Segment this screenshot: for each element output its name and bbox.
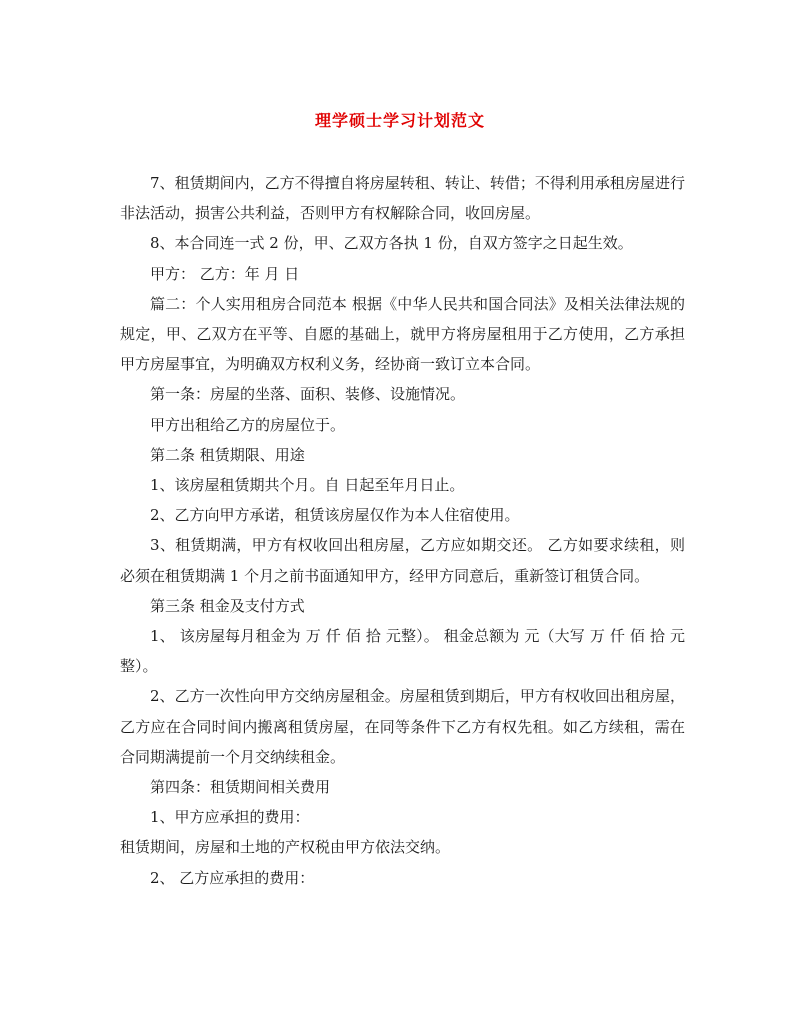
document-body bbox=[120, 168, 685, 893]
paragraph: 第一条：房屋的坐落、面积、装修、设施情况。 bbox=[150, 385, 466, 404]
paragraph: 2、乙方一次性向甲方交纳房屋租金。房屋租赁到期后，甲方有权收回出租房屋，乙方应在合同时间内搬离租赁房屋，在同等条件下乙方有权先租。如乙方续租，需在合同期满提前一个月交纳续租金。 bbox=[120, 687, 685, 766]
paragraph: 甲方： 乙方：年 月 日 bbox=[150, 264, 300, 283]
paragraph: 第四条：租赁期间相关费用 bbox=[150, 778, 331, 797]
paragraph: 7、租赁期间内，乙方不得擅自将房屋转租、转让、转借；不得利用承租房屋进行非法活动，损害公共利益，否则甲方有权解除合同，收回房屋。 bbox=[120, 174, 685, 223]
paragraph: 1、甲方应承担的费用： bbox=[150, 808, 310, 827]
paragraph: 2、 乙方应承担的费用： bbox=[150, 868, 315, 887]
paragraph: 1、 该房屋每月租金为 万 仟 佰 拾 元整）。 租金总额为 元（大写 万 仟 佰 拾 元整）。 bbox=[120, 627, 685, 676]
paragraph: 8、本合同连一式 2 份，甲、乙双方各执 1 份，自双方签字之日起生效。 bbox=[150, 234, 633, 253]
paragraph: 租赁期间，房屋和土地的产权税由甲方依法交纳。 bbox=[120, 838, 451, 857]
paragraph: 1、该房屋租赁期共个月。自 日起至年月日止。 bbox=[150, 476, 465, 495]
paragraph: 篇二：个人实用租房合同范本 根据《中华人民共和国合同法》及相关法律法规的规定，甲、乙双方在平等、自愿的基础上，就甲方将房屋租用于乙方使用，乙方承担甲方房屋事宜，为明确双方权利义务，经协商一致订立本合同。 bbox=[120, 294, 685, 374]
paragraph: 第三条 租金及支付方式 bbox=[150, 596, 305, 615]
paragraph: 甲方出租给乙方的房屋位于。 bbox=[150, 415, 346, 434]
paragraph: 第二条 租赁期限、用途 bbox=[150, 445, 305, 464]
paragraph: 2、乙方向甲方承诺，租赁该房屋仅作为本人住宿使用。 bbox=[150, 506, 520, 525]
document-title: 理学硕士学习计划范文 bbox=[314, 111, 485, 130]
paragraph: 3、租赁期满，甲方有权收回出租房屋，乙方应如期交还。 乙方如要求续租，则必须在租赁期满 1 个月之前书面通知甲方，经甲方同意后，重新签订租赁合同。 bbox=[120, 536, 685, 585]
